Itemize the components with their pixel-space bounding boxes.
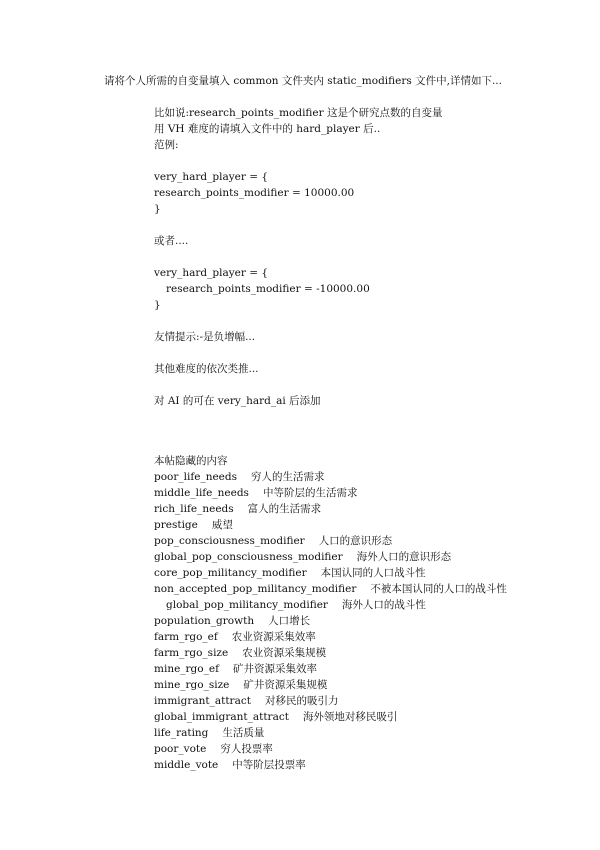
ai-text: 对 AI 的可在 very_hard_ai 后添加 (154, 395, 321, 407)
modifier-desc: 农业资源采集规模 (242, 647, 327, 659)
modifier-desc: 海外领地对移民吸引 (302, 711, 398, 723)
modifier-desc: 本国认同的人口战斗性 (320, 567, 426, 579)
modifier-row (154, 581, 507, 597)
other-difficulty-text: 其他难度的依次类推... (154, 363, 259, 375)
modifier-key: rich_life_needs (154, 503, 234, 515)
code-line: very_hard_player = { (154, 267, 269, 279)
modifier-row (154, 741, 273, 757)
modifier-key: pop_consciousness_modifier (154, 535, 305, 547)
or-text: 或者.... (154, 235, 189, 247)
modifier-row (154, 517, 233, 533)
modifier-row (166, 597, 426, 613)
modifier-row (154, 677, 327, 693)
modifier-desc: 海外人口的意识形态 (356, 551, 452, 563)
modifier-key: mine_rgo_ef (154, 663, 219, 675)
modifier-key: prestige (154, 519, 198, 531)
modifier-key: global_pop_militancy_modifier (166, 599, 328, 611)
example-line-2: 用 VH 难度的请填入文件中的 hard_player 后.. (154, 123, 381, 135)
modifier-key: poor_life_needs (154, 471, 238, 483)
code-line: research_points_modifier = -10000.00 (166, 283, 370, 295)
modifier-desc: 穷人投票率 (220, 743, 273, 755)
modifier-key: global_pop_consciousness_modifier (154, 551, 343, 563)
modifier-row (154, 661, 317, 677)
modifier-desc: 矿井资源采集效率 (232, 663, 317, 675)
modifier-row (154, 501, 321, 517)
modifier-key: population_growth (154, 615, 255, 627)
example-heading: 范例: (154, 139, 179, 151)
modifier-key: farm_rgo_size (154, 647, 229, 659)
example-line-1: 比如说:research_points_modifier 这是个研究点数的自变量 (154, 107, 443, 119)
modifier-key: middle_vote (154, 759, 219, 771)
code-line: research_points_modifier = 10000.00 (154, 187, 355, 199)
modifier-row (154, 757, 306, 773)
modifier-desc: 富人的生活需求 (247, 503, 322, 515)
modifier-row (154, 549, 451, 565)
hidden-content-heading: 本帖隐藏的内容 (154, 455, 228, 467)
modifier-row (154, 629, 316, 645)
modifier-key: core_pop_militancy_modifier (154, 567, 307, 579)
modifier-row (154, 485, 357, 501)
modifier-key: global_immigrant_attract (154, 711, 289, 723)
modifier-desc: 穷人的生活需求 (251, 471, 325, 483)
intro-text: 请将个人所需的自变量填入 common 文件夹内 static_modifiers 文件中,详情如下... (104, 75, 502, 87)
modifier-desc: 人口增长 (268, 615, 311, 627)
modifier-row (154, 645, 326, 661)
modifier-desc: 不被本国认同的人口的战斗性 (370, 583, 507, 595)
modifier-key: farm_rgo_ef (154, 631, 218, 643)
tip-text: 友情提示:-是负增幅... (154, 331, 256, 343)
modifier-row (154, 533, 392, 549)
code-line: very_hard_player = { (154, 171, 269, 183)
modifier-row (154, 565, 426, 581)
modifier-key: mine_rgo_size (154, 679, 230, 691)
code-line: } (154, 203, 161, 215)
modifier-key: poor_vote (154, 743, 207, 755)
modifier-desc: 生活质量 (222, 727, 265, 739)
code-line: } (154, 299, 161, 311)
modifier-row (154, 693, 338, 709)
modifier-row (154, 613, 310, 629)
modifier-key: life_rating (154, 727, 209, 739)
modifier-desc: 矿井资源采集规模 (243, 679, 328, 691)
modifier-desc: 中等阶层投票率 (232, 759, 306, 771)
modifier-desc: 对移民的吸引力 (264, 695, 339, 707)
modifier-row (154, 709, 397, 725)
modifier-key: immigrant_attract (154, 695, 251, 707)
modifier-desc: 海外人口的战斗性 (341, 599, 426, 611)
modifier-desc: 人口的意识形态 (318, 535, 393, 547)
modifier-row (154, 469, 325, 485)
modifier-desc: 中等阶层的生活需求 (262, 487, 358, 499)
modifier-desc: 农业资源采集效率 (231, 631, 316, 643)
modifier-key: non_accepted_pop_militancy_modifier (154, 583, 357, 595)
modifier-desc: 威望 (211, 519, 233, 531)
modifier-key: middle_life_needs (154, 487, 249, 499)
modifier-row (154, 725, 264, 741)
